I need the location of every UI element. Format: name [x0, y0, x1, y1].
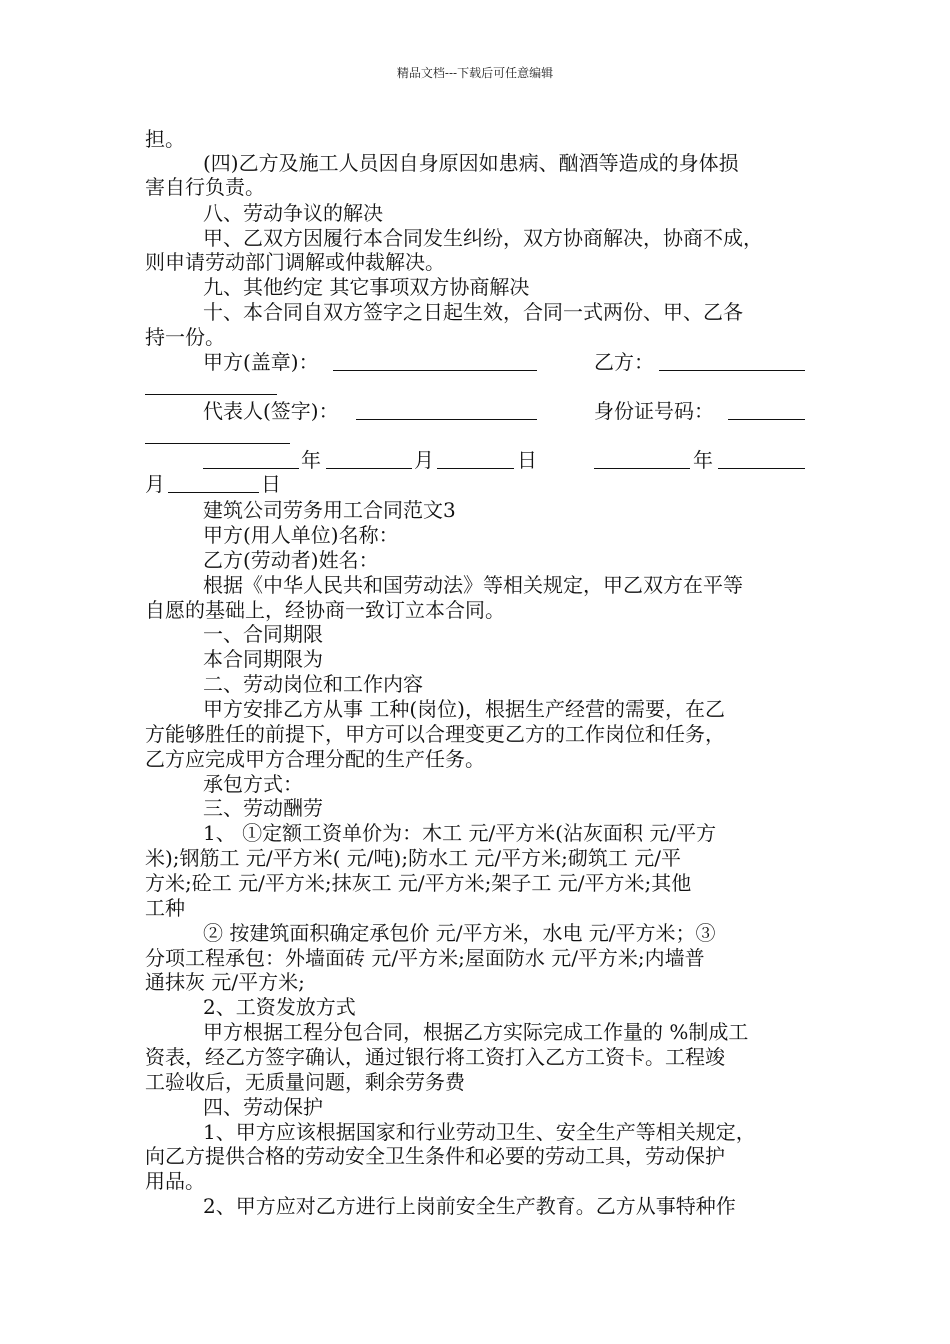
text-line: 则申请劳动部门调解或仲裁解决。 [145, 250, 445, 274]
contract-title: 建筑公司劳务用工合同范文3 [203, 498, 456, 522]
section-heading: 三、劳动酬劳 [203, 796, 323, 820]
representative-label: 代表人(签字)： [203, 399, 339, 423]
text-line: 甲、乙双方因履行本合同发生纠纷，双方协商解决，协商不成， [203, 226, 763, 250]
date-b-month-blank [718, 450, 805, 469]
section-heading: 二、劳动岗位和工作内容 [203, 672, 423, 696]
text-line: 通抹灰 元/平方米; [145, 970, 305, 994]
section-heading: 一、合同期限 [203, 622, 323, 646]
text-line: 甲方(用人单位)名称： [203, 523, 399, 547]
date-a-year: 年 [301, 448, 321, 472]
text-line: (四)乙方及施工人员因自身原因如患病、酗酒等造成的身体损 [203, 151, 739, 175]
section-heading: 八、劳动争议的解决 [203, 201, 383, 225]
text-line: 承包方式： [203, 772, 303, 796]
representative-blank [356, 401, 537, 420]
text-line: 方米;砼工 元/平方米;抹灰工 元/平方米;架子工 元/平方米;其他 [145, 871, 692, 895]
text-line: 持一份。 [145, 325, 225, 349]
text-line: 根据《中华人民共和国劳动法》等相关规定，甲乙双方在平等 [203, 573, 743, 597]
date-a-day: 日 [517, 448, 537, 472]
party-a-seal-label: 甲方(盖章)： [203, 350, 319, 374]
text-line: 资表，经乙方签字确认，通过银行将工资打入乙方工资卡。工程竣 [145, 1045, 725, 1069]
section-heading: 2、工资发放方式 [203, 995, 356, 1019]
id-number-blank [728, 401, 805, 420]
date-a-year-blank [203, 450, 299, 469]
page-header: 精品文档---下载后可任意编辑 [396, 66, 554, 80]
text-line: 用品。 [145, 1169, 205, 1193]
text-line: 1、 ①定额工资单价为：木工 元/平方米(沾灰面积 元/平方 [203, 821, 717, 845]
date-b-month: 月 [145, 472, 165, 496]
date-b-year: 年 [693, 448, 713, 472]
date-a-month-blank [326, 450, 412, 469]
date-b-day-blank [168, 474, 259, 493]
party-b-label: 乙方： [594, 350, 654, 374]
date-b-day: 日 [261, 472, 281, 496]
id-number-label: 身份证号码： [594, 399, 714, 423]
text-line: 十、本合同自双方签字之日起生效，合同一式两份、甲、乙各 [203, 300, 743, 324]
date-a-month: 月 [414, 448, 434, 472]
party-b-blank [659, 352, 805, 371]
text-line: 害自行负责。 [145, 175, 265, 199]
text-line: 分项工程承包：外墙面砖 元/平方米;屋面防水 元/平方米;内墙普 [145, 946, 705, 970]
text-line: 工种 [145, 896, 185, 920]
text-line: 本合同期限为 [203, 647, 323, 671]
text-line: 1、甲方应该根据国家和行业劳动卫生、安全生产等相关规定， [203, 1120, 756, 1144]
section-heading: 九、其他约定 其它事项双方协商解决 [203, 275, 530, 299]
section-heading: 四、劳动保护 [203, 1095, 323, 1119]
date-a-day-blank [437, 450, 514, 469]
text-line: 方能够胜任的前提下，甲方可以合理变更乙方的工作岗位和任务， [145, 722, 725, 746]
text-line: 米);钢筋工 元/平方米( 元/吨);防水工 元/平方米;砌筑工 元/平 [145, 846, 682, 870]
date-b-year-blank [594, 450, 690, 469]
text-line: 2、甲方应对乙方进行上岗前安全生产教育。乙方从事特种作 [203, 1194, 736, 1218]
text-line: 担。 [145, 127, 185, 151]
text-line: ② 按建筑面积确定承包价 元/平方米，水电 元/平方米；③ [203, 921, 716, 945]
text-line: 乙方(劳动者)姓名： [203, 548, 379, 572]
text-line: 甲方安排乙方从事 工种(岗位)，根据生产经营的需要，在乙 [203, 697, 725, 721]
text-line: 甲方根据工程分包合同，根据乙方实际完成工作量的 %制成工 [203, 1020, 749, 1044]
id-number-blank-cont [145, 425, 290, 444]
text-line: 向乙方提供合格的劳动安全卫生条件和必要的劳动工具，劳动保护 [145, 1144, 725, 1168]
party-a-blank [333, 352, 537, 371]
text-line: 工验收后，无质量问题，剩余劳务费 [145, 1070, 465, 1094]
text-line: 乙方应完成甲方合理分配的生产任务。 [145, 747, 485, 771]
text-line: 自愿的基础上，经协商一致订立本合同。 [145, 598, 505, 622]
party-b-blank-cont [145, 376, 277, 395]
